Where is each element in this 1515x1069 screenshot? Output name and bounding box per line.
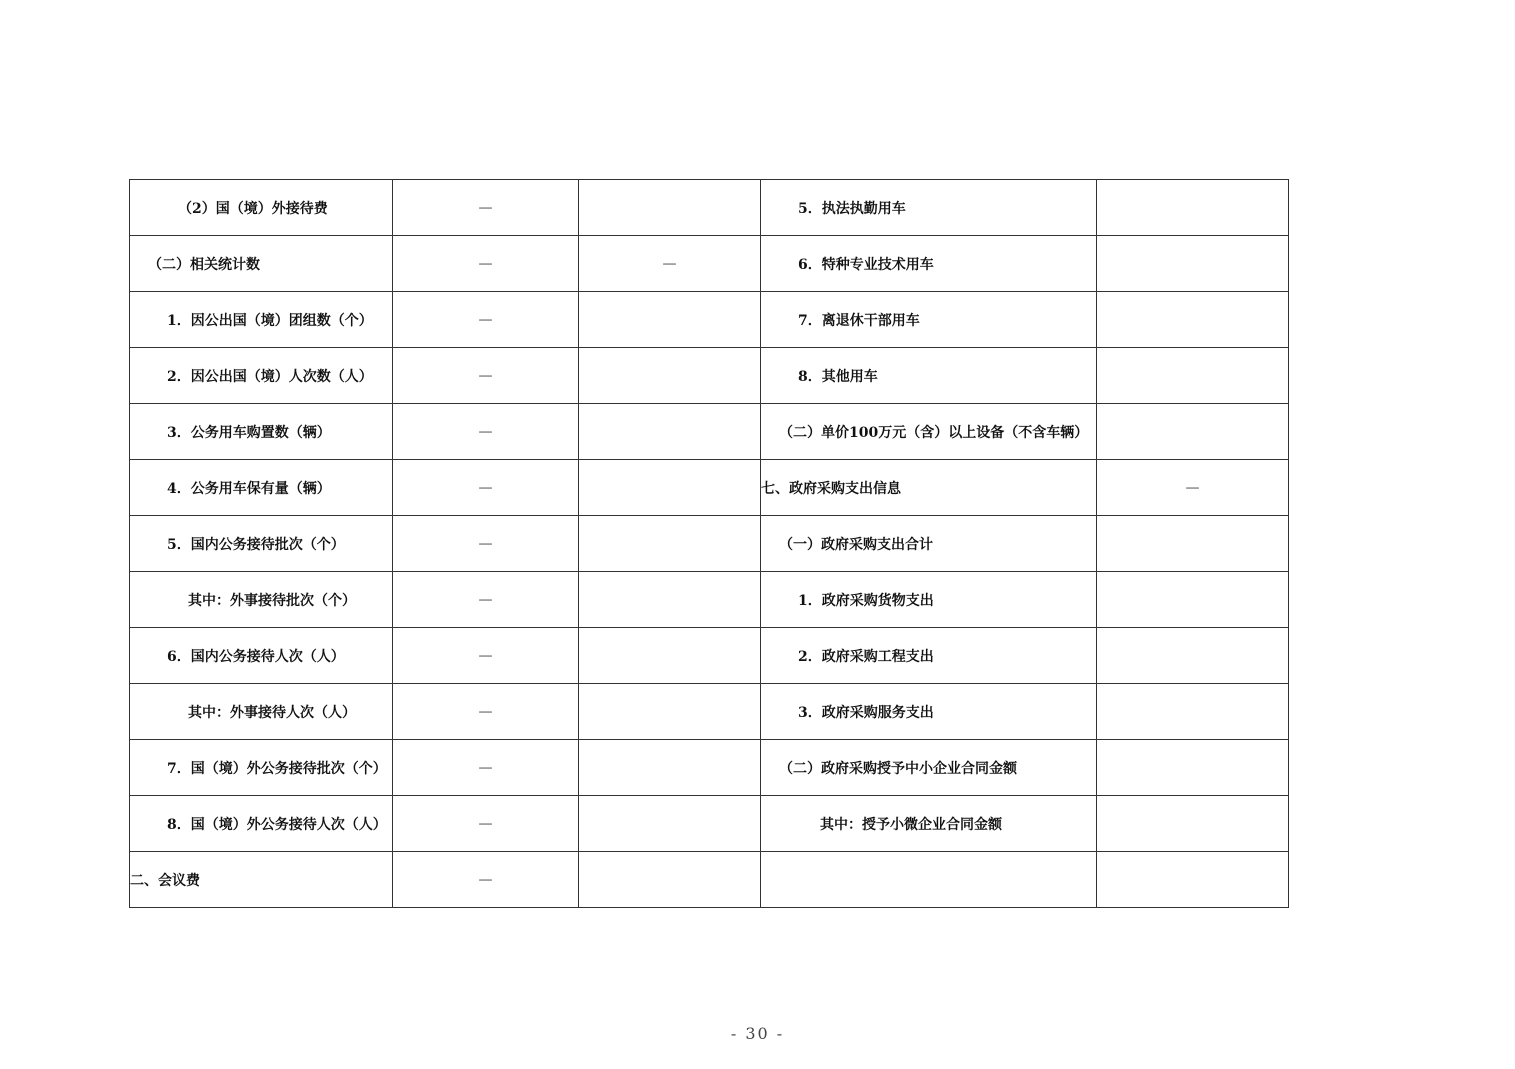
left-item-label: 其中：外事接待人次（人）	[130, 684, 393, 740]
table-row	[130, 796, 1289, 852]
left-item-label: （二）相关统计数	[130, 236, 393, 292]
table-row	[130, 684, 1289, 740]
right-value-cell	[1097, 236, 1289, 292]
table-row	[130, 348, 1289, 404]
left-value-cell-1: —	[393, 684, 579, 740]
left-value-cell-2	[579, 740, 761, 796]
left-value-cell-2	[579, 796, 761, 852]
right-value-cell: —	[1097, 460, 1289, 516]
left-item-label: 5．国内公务接待批次（个）	[130, 516, 393, 572]
right-item-label: 5．执法执勤用车	[761, 180, 1097, 236]
left-value-cell-1: —	[393, 516, 579, 572]
left-value-cell-1: —	[393, 292, 579, 348]
page-number: - 30 -	[730, 1024, 785, 1043]
right-item-label: 8．其他用车	[761, 348, 1097, 404]
table-row	[130, 852, 1289, 908]
left-item-label: 1．因公出国（境）团组数（个）	[130, 292, 393, 348]
left-value-cell-1: —	[393, 628, 579, 684]
right-item-label: 7．离退休干部用车	[761, 292, 1097, 348]
left-value-cell-1: —	[393, 348, 579, 404]
right-value-cell	[1097, 852, 1289, 908]
left-value-cell-2	[579, 180, 761, 236]
right-value-cell	[1097, 796, 1289, 852]
right-item-label: 6．特种专业技术用车	[761, 236, 1097, 292]
table-row	[130, 460, 1289, 516]
left-item-label: 3．公务用车购置数（辆）	[130, 404, 393, 460]
left-item-label: 其中：外事接待批次（个）	[130, 572, 393, 628]
right-value-cell	[1097, 628, 1289, 684]
table-row	[130, 180, 1289, 236]
right-value-cell	[1097, 180, 1289, 236]
table-row	[130, 628, 1289, 684]
right-item-label: 1．政府采购货物支出	[761, 572, 1097, 628]
left-item-label: （2）国（境）外接待费	[130, 180, 393, 236]
right-value-cell	[1097, 572, 1289, 628]
right-value-cell	[1097, 348, 1289, 404]
left-value-cell-1: —	[393, 572, 579, 628]
left-value-cell-2	[579, 572, 761, 628]
left-item-label: 8．国（境）外公务接待人次（人）	[130, 796, 393, 852]
left-value-cell-2	[579, 404, 761, 460]
left-value-cell-2	[579, 628, 761, 684]
left-value-cell-2	[579, 684, 761, 740]
left-value-cell-2	[579, 460, 761, 516]
table-row	[130, 740, 1289, 796]
right-item-label: 七、政府采购支出信息	[761, 460, 1097, 516]
right-value-cell	[1097, 404, 1289, 460]
left-value-cell-2	[579, 292, 761, 348]
left-value-cell-2: —	[579, 236, 761, 292]
left-value-cell-1: —	[393, 852, 579, 908]
left-value-cell-1: —	[393, 460, 579, 516]
right-item-label: （一）政府采购支出合计	[761, 516, 1097, 572]
left-item-label: 6．国内公务接待人次（人）	[130, 628, 393, 684]
left-value-cell-1: —	[393, 236, 579, 292]
left-item-label: 4．公务用车保有量（辆）	[130, 460, 393, 516]
left-value-cell-1: —	[393, 796, 579, 852]
expenditure-table	[129, 179, 1289, 908]
left-item-label: 7．国（境）外公务接待批次（个）	[130, 740, 393, 796]
left-item-label: 二、会议费	[130, 852, 393, 908]
right-item-label: （二）政府采购授予中小企业合同金额	[761, 740, 1097, 796]
left-value-cell-2	[579, 852, 761, 908]
right-value-cell	[1097, 684, 1289, 740]
left-value-cell-1: —	[393, 740, 579, 796]
right-value-cell	[1097, 740, 1289, 796]
right-item-label: （二）单价100万元（含）以上设备（不含车辆）	[761, 404, 1097, 460]
left-value-cell-1: —	[393, 180, 579, 236]
right-value-cell	[1097, 292, 1289, 348]
right-item-label: 2．政府采购工程支出	[761, 628, 1097, 684]
right-item-label	[761, 852, 1097, 908]
table-row	[130, 516, 1289, 572]
left-value-cell-2	[579, 348, 761, 404]
left-value-cell-1: —	[393, 404, 579, 460]
table-body	[130, 180, 1289, 908]
left-value-cell-2	[579, 516, 761, 572]
table-row	[130, 572, 1289, 628]
right-item-label: 其中：授予小微企业合同金额	[761, 796, 1097, 852]
table-row	[130, 404, 1289, 460]
table-row	[130, 292, 1289, 348]
table-row	[130, 236, 1289, 292]
left-item-label: 2．因公出国（境）人次数（人）	[130, 348, 393, 404]
right-value-cell	[1097, 516, 1289, 572]
right-item-label: 3．政府采购服务支出	[761, 684, 1097, 740]
